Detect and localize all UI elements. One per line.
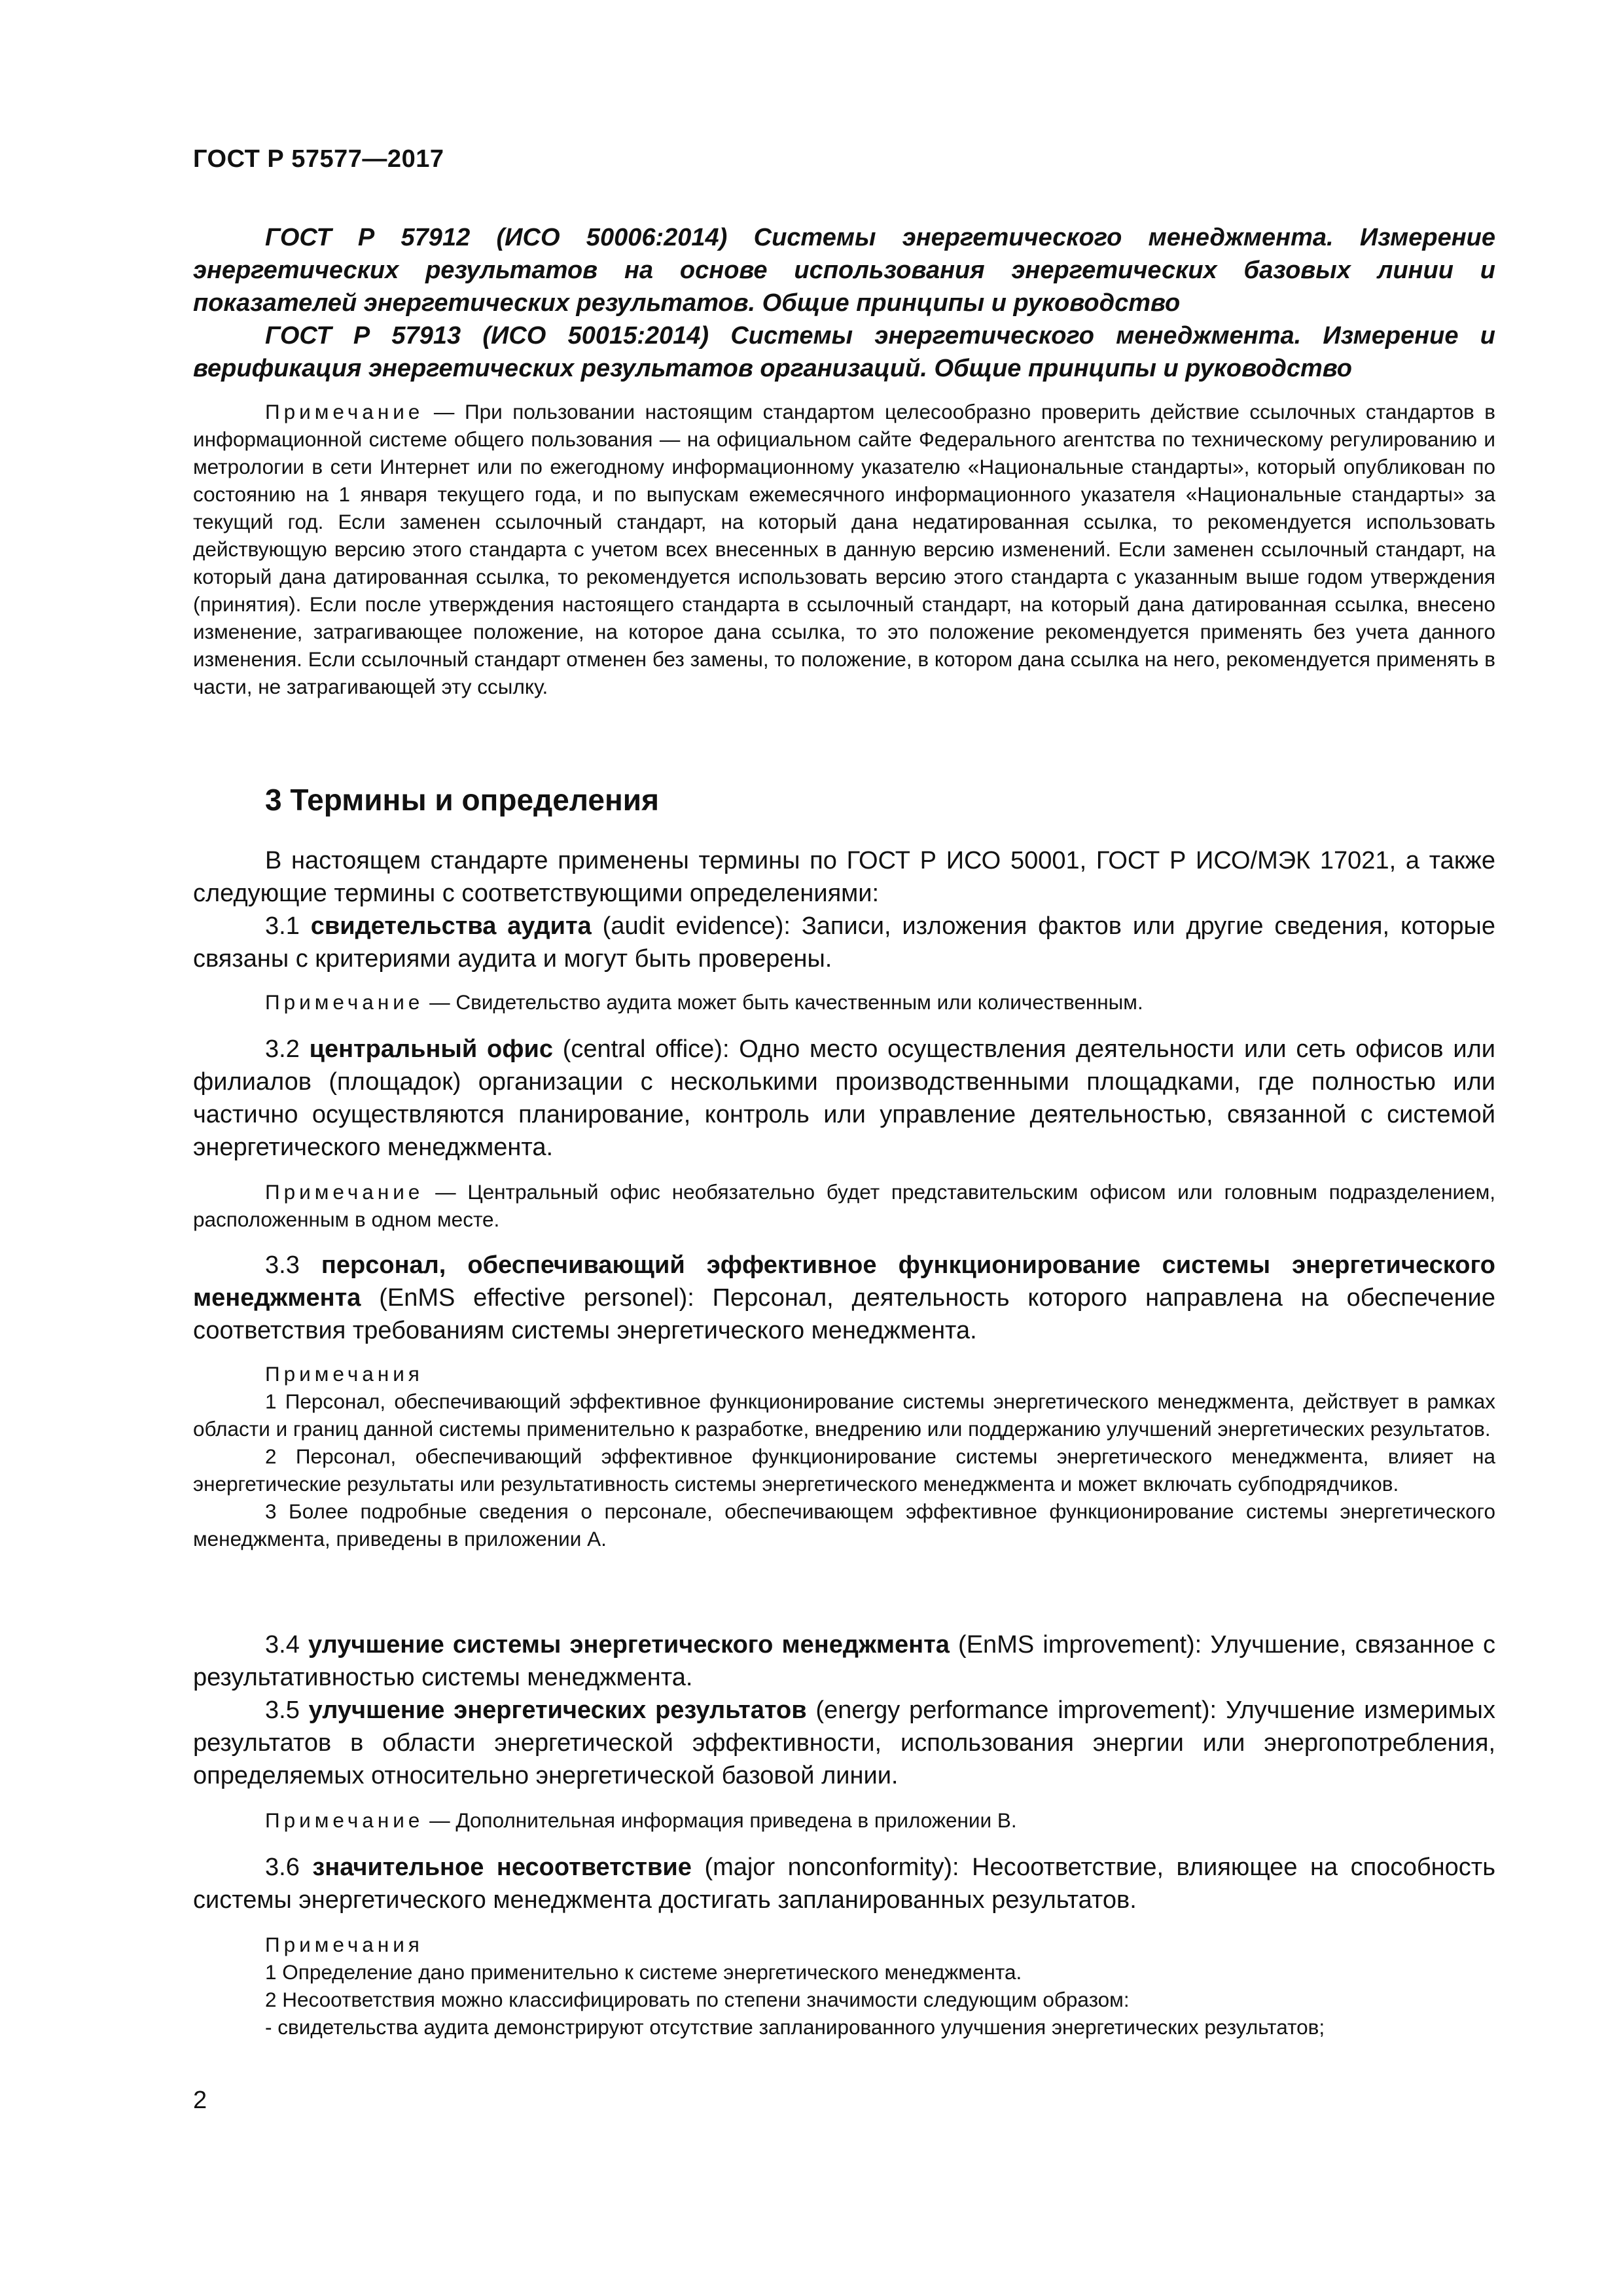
note-label: Примечания xyxy=(265,1933,423,1956)
note-label: Примечание xyxy=(265,1808,424,1832)
note-label: Примечание xyxy=(265,990,424,1014)
term-name: центральный офис xyxy=(309,1035,553,1063)
note-item: 1 Персонал, обеспечивающий эффективное функционирование системы энергетического менеджмента, действует в рамках области и границ данной системы применительно к разработке, внедрению или поддержанию улучшений энергетических результатов. xyxy=(193,1390,1495,1441)
reference-item: ГОСТ Р 57913 (ИСО 50015:2014) Системы энергетического менеджмента. Измерение и верификация энергетических результатов организаций. Общие принципы и руководство xyxy=(193,322,1495,382)
notes-3-6 xyxy=(193,1931,1495,2041)
note-item: 2 Несоответствия можно классифицировать по степени значимости следующим образом: xyxy=(265,1988,1130,2011)
notes-3-3 xyxy=(193,1360,1495,1552)
note-item: - свидетельства аудита демонстрируют отсутствие запланированного улучшения энергетических результатов; xyxy=(265,2015,1325,2039)
term-name: персонал, обеспечивающий эффективное функционирование системы энергетического менеджмента xyxy=(193,1251,1495,1312)
term-3-4: 3.4 улучшение системы энергетического менеджмента (EnMS improvement): Улучшение, связанное с результативностью системы менеджмента. 3.5 улучшение энергетических результатов (energy performance improvement): Улучшение измеримых результатов в области энергетической эффективности, использования энергии или энергопотребления, определяемых относительно энергетической базовой линии. xyxy=(193,1628,1495,1792)
section-body xyxy=(193,844,1495,975)
note-label: Примечание xyxy=(265,400,424,423)
term-name: значительное несоответствие xyxy=(312,1854,692,1881)
note-label: Примечания xyxy=(265,1362,423,1386)
note-3-1: Примечание — Свидетельство аудита может быть качественным или количественным. xyxy=(265,990,1143,1014)
note-text: — При пользовании настоящим стандартом целесообразно проверить действие ссылочных стандартов в информационной системе общего пользования — на официальном сайте Федерального агентства по техническому регулированию и метрологии в сети Интернет или по ежегодному информационному указателю «Национальные стандарты», который опубликован по состоянию на 1 января текущего года, и по выпускам ежемесячного информационного указателя «Национальные стандарты» за текущий год. Если заменен ссылочный стандарт, на который дана недатированная ссылка, то рекомендуется использовать действующую версию этого стандарта с учетом всех внесенных в данную версию изменений. Если заменен ссылочный стандарт, на который дана датированная ссылка, то рекомендуется использовать версию этого стандарта с указанным выше годом утверждения (принятия). Если после утверждения настоящего стандарта в ссылочный стандарт, на который дана датированная ссылка, внесено изменение, затрагивающее положение, на которое дана ссылка, то это положение рекомендуется применять без учета данного изменения. Если ссылочный стандарт отменен без замены, то положение, в котором дана ссылка на него, рекомендуется применять в части, не затрагивающей эту ссылку. xyxy=(193,400,1495,698)
term-3-6: 3.6 значительное несоответствие (major nonconformity): Несоответствие, влияющее на способность системы энергетического менеджмента достигать запланированных результатов. xyxy=(193,1854,1495,1914)
references-block xyxy=(193,221,1495,385)
term-name: улучшение системы энергетического менеджмента xyxy=(308,1631,950,1659)
note-item: 3 Более подробные сведения о персонале, обеспечивающем эффективное функционирование системы энергетического менеджмента, приведены в приложении А. xyxy=(193,1499,1495,1551)
reference-note xyxy=(193,398,1495,700)
term-3-2: 3.2 центральный офис (central office): Одно место осуществления деятельности или сеть офисов или филиалов (площадок) организации с несколькими производственными площадками, где полностью или частично осуществляются планирование, контроль или управление деятельностью, связанной с системой энергетического менеджмента. xyxy=(193,1035,1495,1161)
section-intro: В настоящем стандарте применены термины по ГОСТ Р ИСО 50001, ГОСТ Р ИСО/МЭК 17021, а также следующие термины с соответствующими определениями: xyxy=(193,847,1495,907)
page-number: 2 xyxy=(193,2087,207,2114)
term-name: улучшение энергетических результатов xyxy=(308,1696,807,1724)
section-title: 3 Термины и определения xyxy=(265,783,659,817)
reference-item: ГОСТ Р 57912 (ИСО 50006:2014) Системы энергетического менеджмента. Измерение энергетических результатов на основе использования энергетических базовых линии и показателей энергетических результатов. Общие принципы и руководство xyxy=(193,224,1495,317)
term-3-5: 3.5 улучшение энергетических результатов (energy performance improvement): Улучшение измеримых результатов в области энергетической эффективности, использования энергии или энергопотребления, определяемых относительно энергетической базовой линии. xyxy=(193,1696,1495,1789)
note-item: 2 Персонал, обеспечивающий эффективное функционирование системы энергетического менеджмента, влияет на энергетические результаты или результативность системы энергетического менеджмента и может включать субподрядчиков. xyxy=(193,1444,1495,1496)
term-3-3: 3.3 персонал, обеспечивающий эффективное функционирование системы энергетического менеджмента (EnMS effective personel): Персонал, деятельность которого направлена на обеспечение соответствия требованиям системы энергетического менеджмента. xyxy=(193,1251,1495,1344)
note-item: 1 Определение дано применительно к системе энергетического менеджмента. xyxy=(265,1960,1022,1984)
note-3-2: Примечание — Центральный офис необязательно будет представительским офисом или головным подразделением, расположенным в одном месте. xyxy=(193,1180,1495,1231)
document-header: ГОСТ Р 57577—2017 xyxy=(193,145,444,173)
note-3-5: Примечание — Дополнительная информация приведена в приложении В. xyxy=(265,1808,1017,1832)
note-label: Примечание xyxy=(265,1180,424,1204)
term-name: свидетельства аудита xyxy=(310,912,592,940)
term-3-1: 3.1 свидетельства аудита (audit evidence): Записи, изложения фактов или другие сведения, которые связаны с критериями аудита и могут быть проверены. xyxy=(193,912,1495,973)
